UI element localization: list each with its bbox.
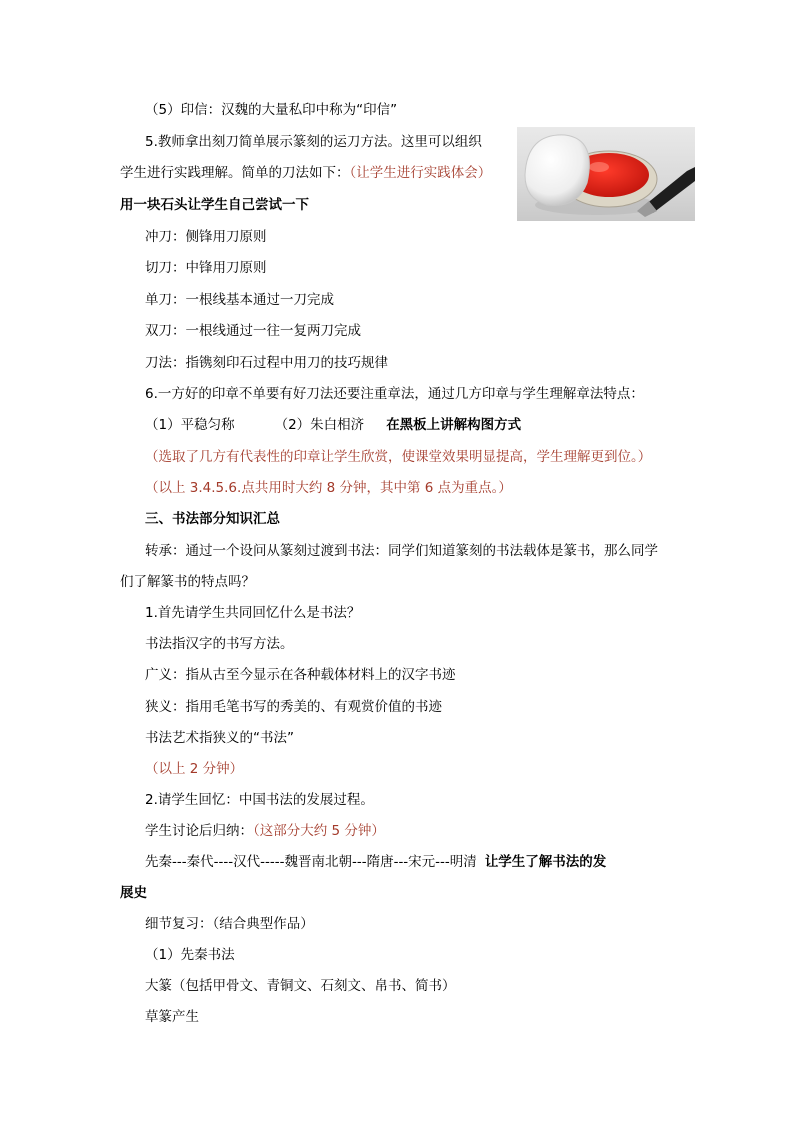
dynasty-sequence: 先秦---秦代----汉代-----魏晋南北朝---隋唐---宋元---明清 <box>145 854 477 870</box>
line-time-note-2min: （以上 2 分钟） <box>145 761 244 777</box>
summary-text: 学生讨论后归纳： <box>145 823 253 839</box>
point-pingwen: （1）平稳匀称 <box>145 417 235 433</box>
line-time-note-8min: （以上 3.4.5.6.点共用时大约 8 分钟，其中第 6 点为重点。） <box>145 480 512 496</box>
line-qiedao: 切刀：中锋用刀原则 <box>145 260 267 276</box>
line-dandao: 单刀：一根线基本通过一刀完成 <box>145 292 334 308</box>
line-daofa: 刀法：指镌刻印石过程中用刀的技巧规律 <box>145 355 388 371</box>
line-seal-yinxin: （5）印信：汉魏的大量私印中称为“印信” <box>145 102 398 118</box>
line-zhangfa-points <box>145 416 521 434</box>
summary-time-note: （这部分大约 5 分钟） <box>253 823 385 839</box>
line-what-is-calligraphy: 1.首先请学生共同回忆什么是书法？ <box>145 605 361 621</box>
line-transition-cont: 们了解篆书的特点吗？ <box>120 574 255 590</box>
line-shuangdao: 双刀：一根线通过一往一复两刀完成 <box>145 323 361 339</box>
practice-text: 学生进行实践理解。简单的刀法如下： <box>120 165 350 181</box>
line-dynasty-timeline <box>145 853 606 871</box>
line-student-practice <box>120 164 491 182</box>
line-transition: 转承：通过一个设问从篆刻过渡到书法：同学们知道篆刻的书法载体是篆书，那么同学 <box>145 543 658 559</box>
line-seal-appreciation-note: （选取了几方有代表性的印章让学生欣赏，使课堂效果明显提高，学生理解更到位。） <box>145 449 652 465</box>
line-development: 2.请学生回忆：中国书法的发展过程。 <box>145 792 374 808</box>
line-try-stone: 用一块石头让学生自己尝试一下 <box>120 197 309 213</box>
line-definition: 书法指汉字的书写方法。 <box>145 636 294 652</box>
line-chongdao: 冲刀：侧锋用刀原则 <box>145 229 267 245</box>
line-dazhuan: 大篆（包括甲骨文、青铜文、石刻文、帛书、简书） <box>145 978 456 994</box>
line-teacher-knife-demo: 5.教师拿出刻刀简单展示篆刻的运刀方法。这里可以组织 <box>145 134 482 150</box>
line-narrow-sense: 狭义：指用毛笔书写的秀美的、有观赏价值的书迹 <box>145 699 442 715</box>
section-heading-calligraphy: 三、书法部分知识汇总 <box>145 511 280 527</box>
line-zhangfa: 6.一方好的印章不单要有好刀法还要注重章法，通过几方印章与学生理解章法特点： <box>145 386 644 402</box>
line-pre-qin: （1）先秦书法 <box>145 947 235 963</box>
seal-ink-box-illustration <box>517 127 695 221</box>
history-goal-note: 让学生了解书法的发 <box>484 854 607 870</box>
practice-note: （让学生进行实践体会） <box>349 165 492 181</box>
line-detail-review: 细节复习：（结合典型作品） <box>145 916 314 932</box>
line-student-summary <box>145 822 385 840</box>
line-broad-sense: 广义：指从古至今显示在各种载体材料上的汉字书迹 <box>145 667 456 683</box>
line-history-goal-cont: 展史 <box>120 885 147 901</box>
seal-ink-box-and-carving-knife-photo <box>517 127 695 221</box>
line-calligraphy-art: 书法艺术指狭义的“书法” <box>145 730 294 746</box>
point-zhubai: （2）朱白相济 <box>274 417 365 433</box>
line-caozhuan: 草篆产生 <box>145 1009 199 1025</box>
blackboard-note: 在黑板上讲解构图方式 <box>386 417 522 433</box>
